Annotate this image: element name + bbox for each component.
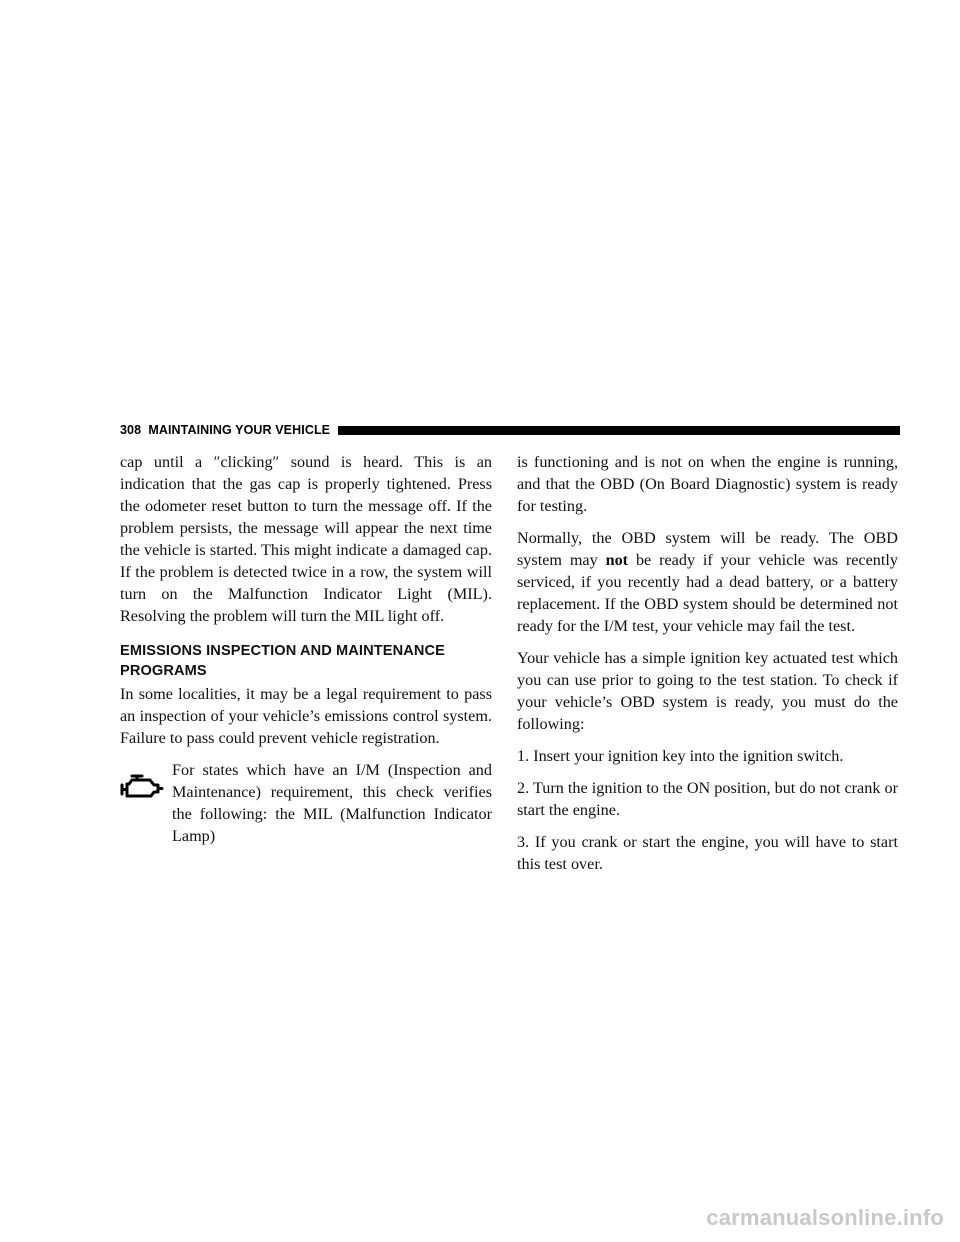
check-engine-icon bbox=[120, 773, 172, 807]
step-2: 2. Turn the ignition to the ON position, but do not crank or start the engine. bbox=[517, 779, 898, 819]
header-rule bbox=[338, 426, 900, 435]
page-header-text bbox=[120, 423, 330, 437]
mil-block bbox=[120, 759, 492, 847]
section-heading: EMISSIONS INSPECTION AND MAINTENANCE PROGRAMS bbox=[120, 643, 445, 679]
section-title: MAINTAINING YOUR VEHICLE bbox=[148, 423, 331, 437]
page-header bbox=[120, 421, 900, 439]
emissions-intro-paragraph: In some localities, it may be a legal requirement to pass an inspection of your vehicle’s emissions control system. Failure to pass could prevent vehicle registration. bbox=[120, 685, 492, 747]
mil-continued-paragraph: is functioning and is not on when the engine is running, and that the OBD (On Board Diagnostic) system is ready for testing. bbox=[517, 453, 898, 515]
right-column bbox=[517, 451, 898, 885]
obd-ready-text-b: be ready if your vehicle was recently serviced, if you recently had a dead battery, or a battery replacement. If the OBD system should be determined not ready for the I/M test, your vehicle may fail the test. bbox=[517, 551, 898, 635]
test-intro-paragraph: Your vehicle has a simple ignition key actuated test which you can use prior to going to the test station. To check if your vehicle’s OBD system is ready, you must do the following: bbox=[517, 649, 898, 733]
watermark: carmanualsonline.info bbox=[706, 1205, 944, 1230]
step-1: 1. Insert your ignition key into the ignition switch. bbox=[517, 747, 844, 765]
step-3: 3. If you crank or start the engine, you will have to start this test over. bbox=[517, 833, 898, 873]
gas-cap-paragraph: cap until a ″clicking″ sound is heard. This is an indication that the gas cap is properly tightened. Press the odometer reset button to turn the message off. If the problem persists, the message will appear the next time the vehicle is started. This might indicate a damaged cap. If the problem is detected twice in a row, the system will turn on the Malfunction Indicator Light (MIL). Resolving the problem will turn the MIL light off. bbox=[120, 453, 492, 625]
page-number: 308 bbox=[120, 423, 142, 437]
obd-ready-emphasis: not bbox=[605, 551, 629, 569]
obd-ready-paragraph bbox=[517, 527, 898, 637]
mil-paragraph: For states which have an I/M (Inspection and Maintenance) requirement, this check verifies the following: the MIL (Malfunction Indicator Lamp) bbox=[172, 761, 492, 845]
left-column bbox=[120, 451, 492, 847]
obd-ready-text-a: Normally, the OBD system will be ready. The OBD system may bbox=[517, 529, 898, 569]
